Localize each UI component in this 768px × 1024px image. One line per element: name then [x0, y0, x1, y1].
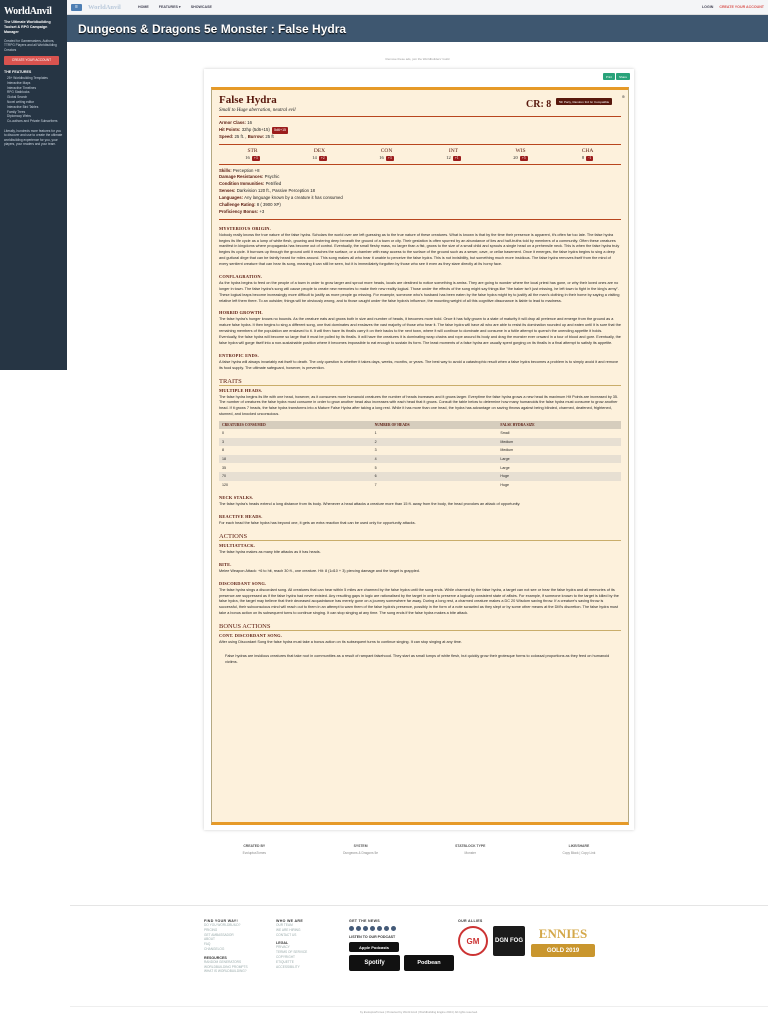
- prop-value: 8 ( 3900 XP): [256, 201, 281, 207]
- ability-score: 14: [312, 155, 317, 160]
- table-cell: 1: [374, 431, 377, 436]
- prop-label: Condition Immunities:: [219, 181, 265, 187]
- cr-badge: 5th Party, Random 3rd Gr Compatible: [556, 98, 612, 105]
- table-cell: Huge: [500, 482, 509, 487]
- prop-value: Perception +8: [232, 167, 260, 173]
- footer-link[interactable]: WORLDBUILDING PROMPTS: [204, 964, 248, 969]
- table-cell: Large: [497, 455, 621, 464]
- table-cell: Medium: [497, 438, 621, 447]
- page-title: Dungeons & Dragons 5e Monster : False Hydra: [78, 21, 347, 36]
- feature-item[interactable]: Interactive Timelines: [7, 85, 37, 90]
- hp-dice-roller[interactable]: 5d6+15: [272, 127, 288, 134]
- bonus-text: After using Discordant Song the false hydra must take a bonus action on its subsequent turns to continue singing. It can stop singing at any time.: [219, 640, 462, 645]
- feature-item[interactable]: Family Trees: [7, 109, 26, 114]
- traits-heading: TRAITS: [219, 378, 621, 386]
- table-row: [219, 429, 621, 438]
- ability-mod-roller[interactable]: +3: [387, 156, 392, 160]
- table-cell: 2: [372, 438, 498, 447]
- footer-link[interactable]: FAQ: [204, 942, 211, 947]
- action-text: The false hydra makes as many bite attacks as it has heads.: [219, 549, 321, 554]
- footer-heading: RESOURCES: [204, 955, 227, 960]
- action-text: Melee Weapon Attack: +6 to hit, reach 30 ft., one creature. Hit: 8 (1d10 + 3) piercing damage and the target is grappled.: [219, 568, 420, 573]
- ability-name: STR: [247, 148, 258, 154]
- hamburger-icon: ≡: [75, 4, 78, 10]
- ability-score: 8: [581, 155, 585, 160]
- ability-score: 12: [446, 155, 451, 160]
- prop-label: Skills:: [219, 167, 232, 173]
- page-banner: [67, 15, 768, 42]
- challenge-rating: CR: 8: [526, 99, 552, 110]
- hp-label: Hit Points:: [219, 126, 241, 132]
- lore-text: A false hydra will always invariably eat itself to death. The only question is whether it takes days, weeks, months, or years. The best way to avoid a catastrophic result when a false hydra becomes a problem is to simply avoid it and remove its food supply. The ultimate safeguard, however, is prevention.: [219, 359, 619, 370]
- footer-heading: LEGAL: [276, 941, 289, 946]
- table-row: [219, 438, 621, 447]
- table-row: [219, 446, 621, 455]
- table-cell: 18: [219, 455, 372, 464]
- table-cell: 6: [372, 472, 498, 481]
- table-cell: Small: [500, 431, 510, 436]
- table-cell: Medium: [500, 448, 514, 453]
- prop-label: Damage Resistances:: [219, 174, 264, 180]
- ability-name: WIS: [515, 148, 526, 154]
- statblock-article: [204, 69, 634, 830]
- footer-link[interactable]: ABOUT: [204, 937, 215, 942]
- table-cell: 5: [374, 465, 377, 470]
- lore-text: As the hydra begins to feed on the people of a town in order to grow larger and sprout more heads, locals are destined to notice something is amiss. They are going to wonder where the local priest has gone, or why their loved ones are no longer in town. The false hydra's song will cause people to create new memories to make their new reality logical. Those under the effects of the song might say things like "the baker isn't just missing, he left town to fight in the king's army". These logical leaps become increasingly more difficult to justify as more people go missing. For example, someone who's husband has been eaten by the false hydra might try to justify all the man's clothing in their home by saying a visiting relative left them there. To an outsider, things will be obviously wrong, and to those caught under the false hydra's influence, the mounting weight of all this cognitive dissonance is liable to lead to madness.: [219, 280, 620, 303]
- trait-heading: MULTIPLE HEADS.: [219, 387, 263, 393]
- footer-link[interactable]: CONTACT US: [276, 932, 297, 937]
- footer-col-who: [276, 919, 307, 969]
- bonus-actions-heading: BONUS ACTIONS: [219, 623, 621, 631]
- ac-label: Armor Class:: [219, 120, 246, 125]
- meta-value[interactable]: Monster: [464, 851, 477, 855]
- action-heading: BITE.: [219, 561, 232, 567]
- prop-value: Darkvision 120 ft., Passive Perception 18: [236, 188, 316, 194]
- burrow-label: Burrow:: [247, 134, 265, 140]
- lore-heading: CONFLAGRATION.: [219, 273, 263, 279]
- footer-heading: FIND YOUR WAY!: [204, 919, 238, 923]
- prop-skills: [219, 168, 621, 175]
- monster-type: Small to Huge aberration, neutral evil: [219, 108, 296, 113]
- podbean-badge[interactable]: Podbean: [404, 955, 454, 971]
- ability-mod-roller[interactable]: +3: [253, 156, 258, 160]
- feature-item[interactable]: Interactive Maps: [7, 80, 31, 85]
- heads-table: [219, 421, 621, 489]
- ability-cha: [558, 148, 618, 161]
- footer-link[interactable]: PRIVACY: [276, 945, 290, 950]
- ability-mod-roller[interactable]: +2: [320, 156, 325, 160]
- ability-wis: [491, 148, 551, 161]
- ability-mod-roller[interactable]: +1: [454, 156, 459, 160]
- instagram-icon[interactable]: [363, 926, 368, 931]
- table-cell: 8: [222, 448, 224, 453]
- nav-brand[interactable]: WorldAnvil: [88, 3, 121, 11]
- prop-label: Challenge Rating:: [219, 201, 256, 207]
- table-row: [219, 472, 621, 481]
- feature-item[interactable]: RPG Statblocks: [7, 90, 30, 95]
- table-row: [219, 481, 621, 490]
- sidebar-outro: Literally, hundreds more features for you to discover and use to create the ultimate worldbuilding experience for you, your players, your readers and your team.: [4, 128, 63, 147]
- feature-item[interactable]: Novel writing editor: [7, 99, 35, 104]
- actions-heading: ACTIONS: [219, 533, 621, 541]
- bonus-heading: CONT. DISCORDANT SONG.: [219, 633, 283, 639]
- divider: [219, 219, 621, 220]
- armor-class: [219, 120, 621, 127]
- footer-link[interactable]: RANDOM GENERATORS: [204, 959, 242, 964]
- ability-score: 20: [513, 155, 518, 160]
- ability-con: [357, 148, 417, 161]
- top-navigation: [67, 0, 768, 15]
- meta-heading: STATBLOCK TYPE: [455, 844, 486, 848]
- nav-showcase[interactable]: SHOWCASE: [190, 5, 212, 9]
- trait-heading: NECK STALKS.: [219, 495, 254, 501]
- feature-item[interactable]: Co-authors and Private Subscribers: [7, 119, 58, 124]
- nav-home[interactable]: HOME: [138, 5, 149, 9]
- hit-points: [219, 127, 621, 134]
- ability-dex: [290, 148, 350, 161]
- prop-damage-resist: [219, 174, 621, 181]
- prop-value: Petrified: [265, 181, 282, 187]
- prop-value: Psychic: [264, 174, 280, 180]
- ability-score: 16: [245, 155, 250, 160]
- table-header: NUMBER OF HEADS: [372, 421, 498, 429]
- meta-heading: CREATED BY: [243, 844, 266, 848]
- feature-item[interactable]: Global Search: [7, 95, 28, 100]
- ability-mod-roller[interactable]: -1: [588, 156, 592, 160]
- ability-name: CON: [380, 148, 393, 154]
- ability-score: 16: [379, 155, 384, 160]
- copy-buttons[interactable]: Copy Block | Copy Link: [562, 851, 596, 855]
- trait-text: For each head the false hydra has beyond one, it gets an extra reaction that can be used only for opportunity attacks.: [219, 521, 416, 526]
- table-row: [219, 455, 621, 464]
- table-cell: 3: [374, 448, 377, 453]
- prop-challenge: [219, 202, 621, 209]
- copyright: by EvoluptusTomes | Protected by World Anvil | Worldbuilding Engine 2024 | All rights reserved.: [70, 1006, 768, 1014]
- footer-link[interactable]: ACCESSIBILITY: [276, 964, 300, 969]
- lore-text: Nobody really knows the true nature of the false hydra. Scholars the world over are left guessing as to the true nature of these creatures. What is known is that by the time their presence is apparent, it's often far too late. The false hydra begins its life cycle as a lump of white flesh, growing and festering deep beneath the ground of a town or city. Their gestation is often spurred by an abundance of lies and half-truths told by members of a community. Often these creatures manifest in kingdoms where propaganda has become out of control. Eventually, the small fleshy mass, no larger than a fist, grows to the size of a small child and sprouts a single head on a prehensile neck. This is when the false hydra truly begins its cycle. It burrows up through the ground until it reaches the surface, or a chamber with easy access to the surface of the ground such as a sewer, cave, or cellar basement. Once it emerges, the false hydra begins to sing a deep and guttural dirge that can be faintly heard for miles around. This song makes all who hear it unable to perceive the false hydra. This is not invisibility, but something much more insidious. The false hydra removes itself from the mind of every sentient creature that can hear its song, meaning it can still be seen, but it is immediately forgotten by those who see it even as they stare directly at its horny face.: [219, 232, 620, 266]
- footer-col-find: [204, 919, 248, 974]
- table-cell: 120: [222, 482, 228, 487]
- footer-link[interactable]: TERMS OF SERVICE: [276, 950, 308, 955]
- ennies-logo: ENNIES: [538, 926, 588, 941]
- meta-value[interactable]: EvoluptusTomes: [242, 851, 266, 855]
- dgnfog-ally-logo[interactable]: DGN FOG: [493, 926, 525, 956]
- mastodon-icon[interactable]: [384, 926, 389, 931]
- speed-label: Speed:: [219, 134, 234, 140]
- table-cell: 70: [219, 472, 372, 481]
- menu-toggle-button[interactable]: [71, 4, 82, 11]
- social-links: [349, 926, 454, 931]
- trait-heading: REACTIVE HEADS.: [219, 514, 263, 520]
- prop-proficiency: [219, 209, 621, 216]
- nav-features[interactable]: [159, 5, 181, 9]
- footer-heading: OUR ALLIES: [458, 919, 483, 923]
- article-actions: [603, 73, 630, 80]
- prop-value: +3: [259, 208, 265, 214]
- create-account-button[interactable]: CREATE YOUR ACCOUNT: [4, 56, 59, 65]
- ennies-award[interactable]: [530, 926, 596, 972]
- login-link[interactable]: LOGIN: [701, 5, 714, 9]
- apple-podcasts-badge[interactable]: Apple Podcasts: [349, 942, 399, 952]
- youtube-icon[interactable]: [356, 926, 361, 931]
- meta-statblock-type: [455, 844, 485, 855]
- print-button[interactable]: Print: [603, 73, 615, 80]
- statblock-footnote: False hydras are insidious creatures that take root in communities as a result of rampant falsehood. They start as small lumps of white flesh, but quickly grow their grotesque forms to colossal proportions as they feed on humanoid victims.: [225, 653, 610, 664]
- table-cell: Huge: [497, 472, 621, 481]
- gold-2019-badge: GOLD 2019: [531, 944, 595, 957]
- ability-str: [223, 148, 283, 161]
- table-cell: 7: [374, 482, 377, 487]
- table-cell: 3: [219, 438, 372, 447]
- ability-name: CHA: [581, 148, 594, 154]
- prop-languages: [219, 195, 621, 202]
- table-header: FALSE HYDRA SIZE: [497, 421, 621, 429]
- monster-name: False Hydra: [219, 94, 277, 106]
- chevron-down-icon: ▾: [178, 5, 181, 9]
- divider: [219, 116, 621, 117]
- lore-heading: ENTROPIC ENDS.: [219, 352, 259, 358]
- meta-heading: LIKE/SHARE: [568, 844, 590, 848]
- table-row: [219, 463, 621, 472]
- footer-link[interactable]: CHANGELOG: [204, 946, 225, 951]
- statblock: [211, 87, 629, 825]
- features-list: [4, 76, 63, 124]
- divider: [219, 144, 621, 145]
- discord-icon[interactable]: [391, 926, 396, 931]
- prop-condition-immune: [219, 181, 621, 188]
- hp-value: 32hp (5d6+15): [241, 126, 270, 132]
- footer-link[interactable]: OUR TEAM: [276, 923, 293, 927]
- ability-name: DEX: [313, 148, 326, 154]
- x-icon[interactable]: [349, 926, 354, 931]
- trait-text: The false hydra's heads extend a long distance from its body. Whenever a head attacks a creature more than 15 ft. away from the body, the head provokes an attack of opportunity.: [219, 502, 521, 507]
- sidebar: [0, 0, 67, 370]
- action-heading: DISCORDANT SONG.: [219, 580, 267, 586]
- table-cell: 0: [222, 431, 224, 436]
- trait-text: The false hydra begins its life with one head, however, as it consumes more humanoid creatures the number of heads increases and it grows larger. Everytime the false hydra grows a new head its maximum Hit Points are increased by 35. The number of creatures the false hydra must consume in order to grow another head also increases with each head that it grows. Consult the table below to determine how many humanoids the false hydra must consume to grow another head. If it grows 7 heads, the false hydra transforms into a Mature False Hydra after taking a long rest. While it has more than one head, the hydra has advantage on saving throws against being blinded, charmed, deafened, frightened, stunned, and knocked unconscious.: [219, 394, 619, 417]
- prop-value: Any language known by a creature it has consumed: [244, 195, 343, 200]
- nav-features-label: FEATURES: [158, 5, 178, 9]
- footer-link[interactable]: WHAT IS WORLDBUILDING?: [204, 969, 247, 974]
- footer-col-news: [349, 919, 454, 971]
- worldanvil-logo[interactable]: WorldAnvil: [4, 6, 52, 17]
- footer-heading: WHO WE ARE: [276, 919, 304, 923]
- burrow-value: 25 ft: [265, 134, 274, 140]
- meta-heading: SYSTEM: [353, 844, 368, 848]
- footer-col-allies: [458, 919, 596, 972]
- sidebar-intro: Created for Gamemasters, Authors, TTRPG Players and all Worldbuilding Creators: [4, 38, 57, 52]
- prop-label: Proficiency Bonus:: [219, 208, 259, 214]
- table-header: CREATURES CONSUMED: [219, 421, 372, 429]
- footer-link[interactable]: ETIQUETTE: [276, 959, 294, 964]
- feature-item[interactable]: Diplomacy Webs: [7, 114, 31, 119]
- meta-value[interactable]: Dungeons & Dragons 5e: [343, 851, 379, 855]
- meta-like-share: [563, 844, 596, 855]
- footer-link[interactable]: WE ARE HIRING: [276, 927, 301, 932]
- ac-value: 16: [247, 120, 252, 125]
- pin-icon[interactable]: ⊕: [621, 94, 625, 99]
- ability-scores: [219, 148, 621, 161]
- allies-logos: [458, 926, 596, 972]
- lore-heading: HORRID GROWTH.: [219, 310, 263, 316]
- podcast-badges: [349, 955, 454, 971]
- action-text: The false hydra sings a discordant song. All creatures that can hear within 5 miles are charmed by the false hydra until the song ends. While charmed by the false hydra, a target can not see or hear the false hydra and all memories of its presence are suppressed as if the false hydra had never existed. Any resulting gaps in logic are rationalised by the target in order to preserve a logically consistent state of affairs. For example, if someone known to the target is killed by the false hydra, the target may believe that their deceased acquaintance has merely gone on a journey somewhere far away. During a long rest, a charmed creature makes a DC 20 Wisdom saving throw. If a creature's saving throw is successful, their subconscious mind will reach out to them in an attempt to warn them of the false hydra's presence, possibly in the form of a note scrawled as they slept or by some other means at the DM's discretion. The false hydra must take a bonus action on its subsequent turns to continue singing. It can stop singing at any time. The song ends if the false hydra makes a bite attack.: [219, 587, 619, 616]
- feature-item[interactable]: Interactive Bird Tables: [7, 104, 39, 109]
- footer-link[interactable]: DO YOU WORLDBUILD?: [204, 923, 241, 927]
- prop-senses: [219, 188, 621, 195]
- meta-created-by: [243, 844, 266, 855]
- footer-heading: LISTEN TO OUR PODCAST: [349, 935, 396, 939]
- meta-system: [343, 844, 378, 855]
- lore-heading: MYSTERIOUS ORIGIN.: [219, 225, 271, 231]
- ability-int: [424, 148, 484, 161]
- create-account-link[interactable]: CREATE YOUR ACCOUNT: [719, 5, 764, 9]
- action-heading: MULTIATTACK.: [219, 542, 256, 548]
- speed: [219, 134, 621, 141]
- footer-heading: GET THE NEWS: [349, 919, 380, 923]
- lore-text: The false hydra's hunger knows no bounds. As the creature eats and grows both in size and number of heads, it becomes more bold. Once it has fully grown to a state of maturity it will drop all pretence and emerge from the ground as a mature false hydra. It then begins to sing a different song, one that dominates and enslaves the vast majority of those who hear it. The false hydra will have all who are able to resist its domination rounded up and eaten until it is sure that the remaining members of the population are enslaved to it. It will then have its thralls carry it on their backs to the next town, where it will continue to dominate and consume in a futile attempt to quench the unending appetite it holds. Eventually, the false hydra will become so large that it must be pulled by its thralls. It will have the creatures it is dominating wrap chains and rope around its body and drag the monster ever onward in a tour of blood and gore. Eventually, the false hydra will gorge itself into a non-sustainable position where it becomes impossible to eat enough to sustain its form. The least moments of a false hydra are usually spent gorging on its thralls in a final attempt to satisfy its appetite.: [219, 317, 621, 345]
- table-cell: 35: [222, 465, 226, 470]
- table-header-row: [219, 421, 621, 429]
- footer-link[interactable]: PRICING: [204, 927, 218, 932]
- divider: [219, 164, 621, 165]
- gm-ally-logo[interactable]: GM: [458, 926, 488, 956]
- feature-item[interactable]: 25+ Worldbuilding Templates: [7, 75, 48, 80]
- table-cell: 4: [372, 455, 498, 464]
- footer-link[interactable]: GET AMBASSADOR: [204, 932, 234, 937]
- table-cell: Large: [500, 465, 510, 470]
- remove-ads-notice[interactable]: Remove these ads, join the Worldbuilders' Guild: [385, 57, 450, 61]
- facebook-icon[interactable]: [370, 926, 375, 931]
- features-title: THE FEATURES: [4, 69, 32, 74]
- ability-name: INT: [448, 148, 459, 154]
- share-button[interactable]: Share: [616, 73, 630, 80]
- prop-label: Senses:: [219, 188, 236, 194]
- footer-link[interactable]: COPYRIGHT: [276, 954, 295, 959]
- tumblr-icon[interactable]: [377, 926, 382, 931]
- spotify-badge[interactable]: Spotify: [349, 955, 400, 971]
- statblock-meta: [204, 844, 634, 855]
- ability-mod-roller[interactable]: +5: [521, 156, 526, 160]
- prop-label: Languages:: [219, 195, 244, 200]
- tagline: The Ultimate Worldbuilding Toolset & RPG Campaign Manager: [4, 20, 51, 34]
- speed-value: 25 ft. ,: [234, 134, 247, 140]
